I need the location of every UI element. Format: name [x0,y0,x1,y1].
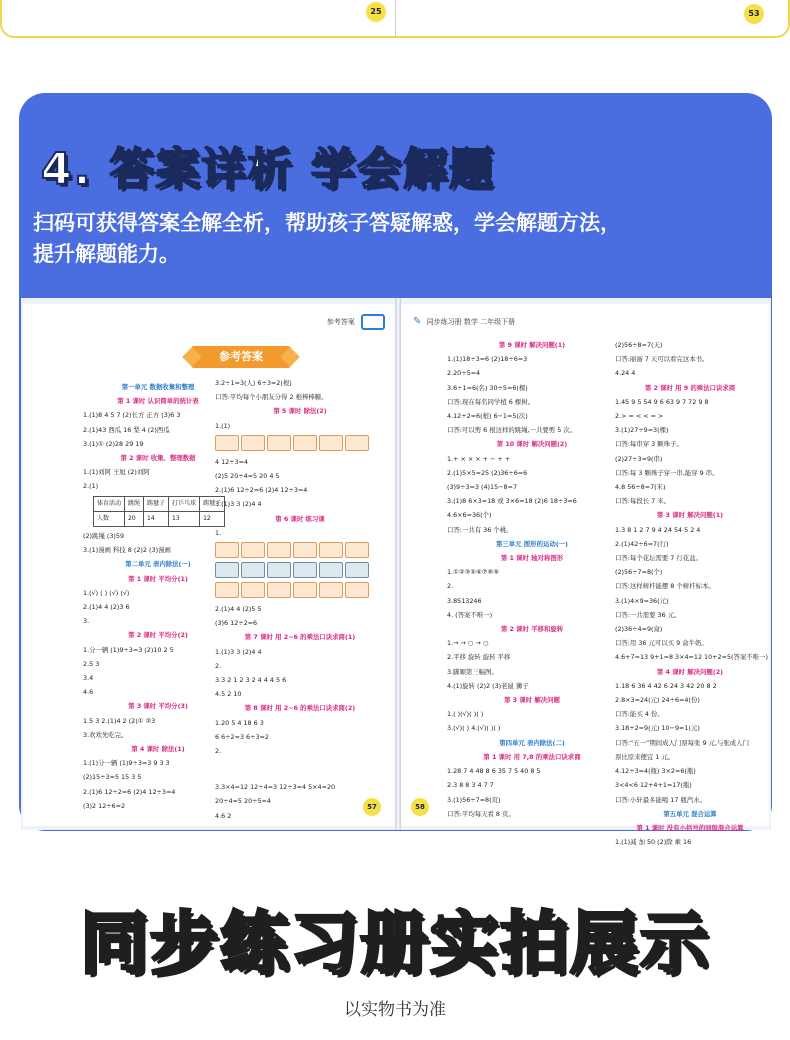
answer-line: 4.8 56÷8=7(米) [615,483,666,492]
left-running-header [327,314,385,330]
answer-line: 口答:现在每名同学植 6 棵树。 [447,397,534,406]
illustration-cell [345,562,369,578]
left-page-number: 57 [363,798,381,816]
answer-line: 3.(√)( ) 4.(√)( )( ) [447,724,501,733]
answer-line: 3.6÷1=6(名) 30÷5=6(棵) [447,383,528,392]
left-header-text: 参考答案 [326,318,355,326]
answer-line: (2)56÷7=8(个) [615,568,663,577]
answer-line: 票比原来便宜 1 元。 [615,752,675,761]
answer-line: 2.(1) [83,482,99,491]
answer-line: 1.①②③⑤⑥⑦⑧⑨ [447,568,499,577]
answer-line: 3.4 [83,674,94,683]
answer-line: 3.欢欢先吃完。 [83,730,128,739]
right-header-text: 同步练习册 数学 二年级下册 [426,318,516,326]
answer-line: 1.分一辆 (1)9÷3=3 (2)10 2 5 [83,645,174,654]
illustration-cell [345,542,369,558]
answer-line: 1.(1)减 加 50 (2)除 乘 16 [615,838,692,847]
answer-line: 3.(1)56÷7=8(页) [447,795,501,804]
answer-line: 2.平移 旋转 旋转 平移 [447,653,511,662]
answer-line: 2.(1)4 4 (2)3 6 [83,603,130,612]
answer-line: 口答:“五一”期间成人门票每张 9 元,与张成人门 [615,738,749,747]
answer-line: 口答:可以剪 6 根这样的跳绳,一共要剪 5 次。 [447,426,577,435]
answer-line: 2.(1)6 12÷2=6 (2)4 12÷3=4 [83,787,176,796]
answer-line: 2.20÷5=4 [447,369,481,378]
answer-section-card [19,93,772,847]
answer-line: 口答:每串穿 3 颗珠子。 [615,440,683,449]
answer-line: 口答:这样树杆能摆 8 个树杆标本。 [615,582,715,591]
illustration-cell [215,562,239,578]
illustration-cell [319,562,343,578]
answers-banner: 参考答案 [191,346,291,368]
illustration-row [215,435,385,453]
lesson-heading: 第 2 课时 收集、整理数据 [120,454,196,463]
left-page [23,304,395,826]
lesson-heading: 第 10 课时 解决问题(2) [496,440,568,449]
answer-line: 口答:用 36 元可以买 9 盒牛奶。 [615,639,708,648]
answer-line: 3.(1)8 6×3=18 或 3×6=18 (2)6 18÷3=6 [447,497,577,506]
illustration-cell [241,582,265,598]
answer-line: 4.6 2 [215,811,232,820]
answer-line: 1.(√) ( ) (√) (√) [83,588,130,597]
answer-line: 4. (答案不唯一) [447,610,493,619]
lesson-heading: 第 1 课时 没有小括号的同级混合运算 [636,823,744,832]
illustration-cell [215,435,239,451]
lesson-heading: 第 1 课时 轴对称图形 [500,554,564,563]
spread-divider [395,0,396,36]
answer-line: 1.(1)分一辆 (1)9÷3=3 9 3 3 [83,759,170,768]
figure-placeholder [215,758,385,780]
answer-line: 1.18 6 36 4 42 6 24 3 42 20 8 2 [615,681,717,690]
answer-line: 3.(1)27÷9=3(棵) [615,426,669,435]
answer-line: 3.3 2 1 2 3 2 4 4 4 5 6 [215,676,287,685]
answer-line: 1.3 8 1 2 7 9 4 24 54 5 2 4 [615,525,701,534]
lesson-heading: 第 3 课时 解决问题 [504,696,560,705]
photo-showcase-title: 同步练习册实拍展示 [79,905,710,984]
answer-line: 4.12÷3=4(瓶) 3×2=6(瓶) [615,767,696,776]
answer-line: 口答:一共有 36 个桃。 [447,525,513,534]
lesson-heading: 第 1 课时 平均分(1) [128,574,188,583]
illustration-cell [293,542,317,558]
illustration-row [215,562,385,580]
illustration-cell [319,435,343,451]
answer-line: 2.(1)5×5=25 (2)36÷6=6 [447,468,528,477]
section-description [33,208,763,270]
table-cell: 跳绳 [125,496,144,511]
answer-line: 3.(1)3 3 (2)4 4 [215,500,262,509]
answer-line: 2.5 3 [83,659,100,668]
illustration-row [215,542,385,560]
description-line-2: 提升解题能力。 [33,242,180,266]
answer-line: 1.20 5 4 18 6 3 [215,718,264,727]
answer-line: 20÷4=5 20÷5=4 [215,797,271,806]
unit-heading: 第二单元 表内除法(一) [125,560,191,569]
pencil-icon: ✎ [413,316,422,327]
answer-line: (2)27÷3=9(串) [615,454,663,463]
answer-line: 口答:丽丽 7 天可以看完这本书。 [615,355,709,364]
right-page [401,304,769,847]
answer-line: 2. [215,661,222,670]
answer-line: 3.8513246 [447,596,482,605]
illustration-cell [293,435,317,451]
right-page-number: 58 [411,798,429,816]
answer-line: 2.8×3=24(元) 24÷6=4(份) [615,696,700,705]
answer-line: 1.5 3 2.(1)4 2 (2)① ②3 [83,716,156,725]
lesson-heading: 第 5 课时 除法(2) [273,407,327,416]
illustration-cell [215,582,239,598]
answer-line: 3<4<6 12+4+1=17(瓶) [615,781,692,790]
lesson-heading: 第 3 课时 解决问题(1) [656,511,724,520]
answer-line: 4.6 [83,688,94,697]
answer-line: 2. [447,582,454,591]
answer-line: (2)36÷4=9(盒) [615,625,663,634]
unit-heading: 第四单元 表内除法(二) [499,738,565,747]
answer-line: 1.(1)3 3 (2)4 4 [215,647,262,656]
answer-line: (3)9÷3=3 (4)15−8=7 [447,483,518,492]
answer-column-2 [215,376,385,823]
answer-line: 1.(1)18÷3=6 (2)18÷6=3 [447,355,528,364]
answer-line: 1.+ × × × + − + + [447,454,511,463]
answer-line: 4.(1)旋转 (2)2 (3)老鼠 狮子 [447,681,529,690]
answer-line: 1.45 9 5 54 9 6 63 9 7 72 9 8 [615,397,709,406]
answer-line: 6 6÷2=3 6÷3=2 [215,732,269,741]
answer-line: 口答:小轩最多能喝 17 瓶汽水。 [615,795,707,804]
answer-line: 1.(1) [215,421,231,430]
lesson-heading: 第 6 课时 练习课 [275,514,325,523]
book-spread [21,298,771,847]
answer-line: 1.28 7 4 48 8 6 35 7 5 40 8 5 [447,767,541,776]
answer-line: (2)跳绳 (3)59 [83,532,125,541]
answer-column-1 [83,380,233,813]
answer-line: 3.(1)漫画 科技 8 (2)2 (3)漫画 [83,546,171,555]
table-cell: 打乒乓球 [169,496,200,511]
answer-line: 口答:每个花坛需要 7 行花盆。 [615,554,702,563]
lesson-heading: 第 3 课时 平均分(3) [128,702,188,711]
lesson-heading: 第 1 课时 认识简单的统计表 [117,397,199,406]
survey-table [93,496,225,527]
answer-line: 1.→ → ○ → ○ [447,639,489,648]
illustration-cell [293,562,317,578]
answer-line: (2)15÷3=5 15 3 5 [83,773,142,782]
table-cell: 踢毽子 [144,496,169,511]
illustration-cell [215,542,239,558]
answer-line: 1.(1)刘阿 王旭 (2)刘阿 [83,468,150,477]
illustration-cell [319,582,343,598]
unit-heading: 第一单元 数据收集和整理 [121,383,195,391]
illustration-cell [293,582,317,598]
answer-line: 3.(1)① (2)28 29 19 [83,439,144,448]
table-cell: 踢毽子 [200,496,225,511]
table-cell: 12 [200,511,225,526]
answer-line: 2.(1)4 4 (2)5 5 [215,605,262,614]
table-cell: 人数 [94,511,125,526]
answer-line: 4.12÷2=6(根) 6−1=5(次) [447,412,528,421]
answer-line: 2.(1)6 12÷2=6 (2)4 12÷3=4 [215,486,308,495]
illustration-cell [267,542,291,558]
answer-line: 口答:每 3 颗珠子穿一串,能穿 9 串。 [615,468,719,477]
illustration-cell [241,562,265,578]
lesson-heading: 第 9 课时 解决问题(1) [498,341,566,349]
answer-line: 2.(1)42÷6=7(行) [615,539,669,548]
description-line-1: 扫码可获得答案全解全析，帮助孩子答疑解惑，学会解题方法， [33,211,621,235]
answer-line: 1.( )(√)( )( ) [447,710,484,719]
answer-line: 3.18÷2=9(元) 10−9=1(元) [615,724,700,733]
lesson-heading: 第 2 课时 平均分(2) [128,631,188,640]
lesson-heading: 第 2 课时 平移和旋转 [500,625,564,634]
answer-line: 口答:一共需要 36 元。 [615,610,681,619]
answer-line: 3.脚顺第三幅图。 [447,667,498,676]
illustration-cell [319,542,343,558]
illustration-cell [267,582,291,598]
answer-line: 4.6+7=13 9+1=8 3×4=12 10+2=5(答案不唯一) [615,653,768,662]
table-cell: 20 [125,511,144,526]
page-number-right: 53 [744,4,764,24]
table-cell: 14 [144,511,169,526]
answer-line: 4 12÷3=4 [215,457,249,466]
illustration-cell [241,435,265,451]
answer-line: (2)5 20÷4=5 20 4 5 [215,472,280,481]
answer-line: (3)2 12÷6=2 [83,801,126,810]
answer-line: 3. [83,617,90,626]
answer-column-4 [615,338,768,849]
illustration-cell [241,542,265,558]
answer-line: 2.> = < < = > [615,412,664,421]
page-number-left: 25 [366,2,386,22]
right-running-header [413,316,515,327]
table-cell: 体育活动 [94,496,125,511]
answer-line: 2. [215,747,222,756]
answer-line: 1.(1)8 4 5 7 (2)长方 正方 (3)6 3 [83,411,181,420]
answer-line: (2)56÷8=7(天) [615,341,663,349]
unit-heading: 第五单元 混合运算 [663,809,717,818]
answer-line: 4.24 4 [615,369,636,378]
answer-line: 口答:平均每天看 8 页。 [447,809,515,818]
answer-line: 3.2÷1=3(人) 6÷3=2(根) [215,379,292,387]
answer-line: 口答:能买 4 份。 [615,710,664,719]
previous-spread-bottom [0,0,790,38]
illustration-cell [345,435,369,451]
answer-line: 3.3×4=12 12÷4=3 12÷3=4 5×4=20 [215,783,336,792]
answer-line: (3)6 12÷2=6 [215,619,258,628]
lesson-heading: 第 2 课时 用 9 的乘法口诀求商 [644,383,736,392]
illustration-row [215,582,385,600]
lesson-heading: 第 8 课时 用 2~6 的乘法口诀求商(2) [244,704,356,713]
answer-column-3 [447,338,617,821]
table-cell: 13 [169,511,200,526]
book-icon [361,314,385,330]
illustration-cell [267,562,291,578]
illustration-cell [267,435,291,451]
answer-line: 口答:每段长 7 米。 [615,497,671,506]
lesson-heading: 第 4 课时 除法(1) [131,745,185,754]
section-title: 4. 答案详析 学会解题 [41,144,495,195]
answer-line: 3.(1)4×9=36(元) [615,596,669,605]
answer-line: 2.3 8 8 3 4 7 7 [447,781,494,790]
lesson-heading: 第 4 课时 解决问题(2) [656,667,724,676]
illustration-cell [345,582,369,598]
answer-line: 4.5 2 10 [215,690,242,699]
disclaimer-note: 以实物书为准 [344,1000,446,1020]
lesson-heading: 第 7 课时 用 2~6 的乘法口诀求商(1) [244,633,356,642]
unit-heading: 第三单元 图形的运动(一) [496,539,568,548]
lesson-heading: 第 1 课时 用 7,8 的乘法口诀求商 [483,752,581,761]
answer-line: 口答:平均每个小朋友分得 2 根棒棒糖。 [215,393,328,402]
answer-line: 2.(1)43 西瓜 16 梨 4 (2)西瓜 [83,425,170,434]
answer-line: 1. [215,528,222,537]
answer-line: 4.6×6=36(个) [447,511,492,520]
